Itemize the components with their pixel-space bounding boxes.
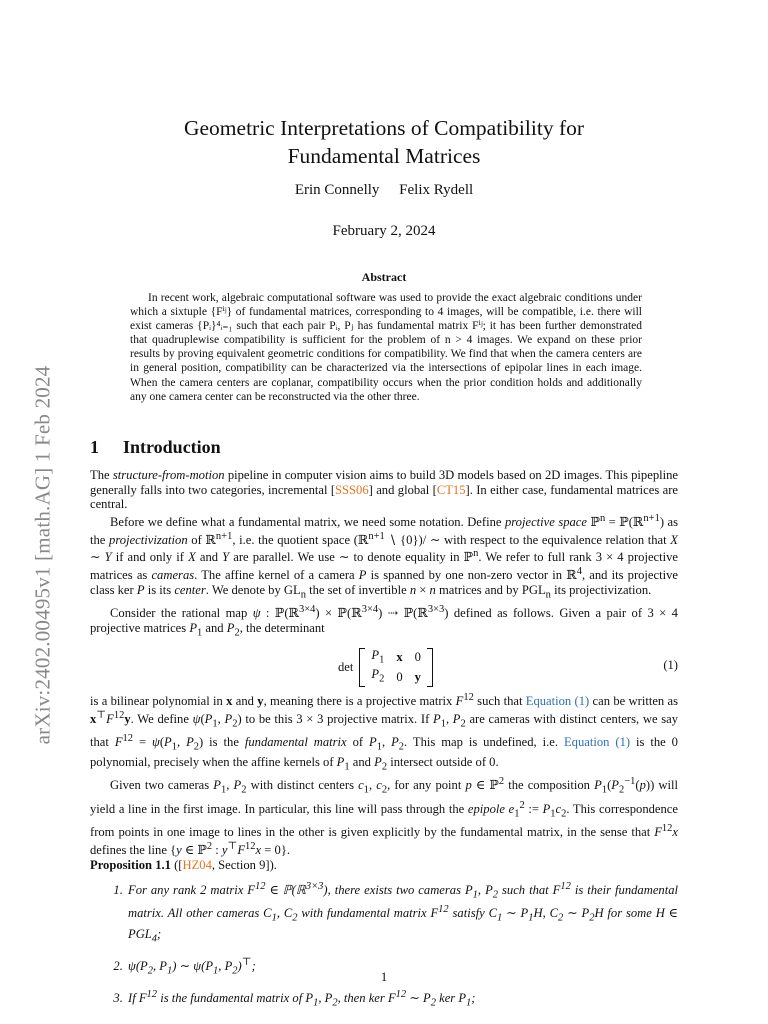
- arxiv-identifier: [18, 365, 68, 745]
- equation-link[interactable]: Equation (1): [525, 694, 590, 709]
- list-item: 1. For any rank 2 matrix $F^{12}$ ∈ ℙ(ℝ$^{3\times 3}$), there exists two cameras $P_1$, $P_2$ such that $F^{12}$ is their fundamental matrix. All other cameras $C_1$, $C_2$ with fundamental matrix $F^{12}$ satisfy $C_1$ ∼ $P_1H$, $C_2$ ∼ $P_2H$ for some H ∈ $PGL_4$;: [126, 880, 678, 947]
- proposition-label: Proposition 1.1: [90, 857, 171, 872]
- arxiv-identifier-text: arXiv:2402.00495v1 [math.AG] 1 Feb 2024: [30, 365, 55, 745]
- author-list: [90, 182, 678, 199]
- paragraph: Given two cameras $P_1$, $P_2$ with distinct centers $c_1$, $c_2$, for any point p ∈ ℙ$^2$ the composition $P_1(P_2^{-1}(p))$ will yield a line in the first image. In particular, this line will pass through the epipole $e_1^2$ := $P_1c_2$. This correspondence from points in one image to lines in the other is given explicitly by the fundamental matrix, in the sense that $F^{12}x$ defines the line {y ∈ ℙ$^2$ : $y^⊤F^{12}x = 0$}.: [90, 776, 678, 857]
- abstract-heading: Abstract: [361, 270, 407, 284]
- paper-date: February 2, 2024: [332, 223, 436, 239]
- page-number: 1: [380, 970, 388, 984]
- list-item: 2. $\psi(P_2$, $P_1$) ∼ $\psi(P_1$, $P_2)^⊤$;: [126, 956, 678, 979]
- block-matrix: $P_1$ x 0 $P_2$ 0 y: [359, 648, 433, 687]
- equation-number: (1): [663, 657, 678, 672]
- proposition-heading: Proposition 1.1 ([HZ04, Section 9]).: [90, 857, 277, 872]
- abstract: [130, 291, 642, 404]
- citation-link[interactable]: CT15: [436, 482, 466, 497]
- proposition-cite-rest: , Section 9]).: [211, 857, 277, 872]
- author-name: Erin Connelly: [294, 182, 380, 198]
- determinant-expression: det $P_1$ x 0 $P_2$ 0 y: [338, 648, 433, 687]
- paragraph: is a bilinear polynomial in x and y, meaning there is a projective matrix $F^{12}$ such that Equation (1) can be written as $x^⊤F^{12}y$. We define $\psi(P_1$, $P_2$) to be this 3 × 3 projective matrix. If $P_1$, $P_2$ are cameras with distinct centers, we say that $F^{12} = \psi(P_1$, $P_2$) is the fundamental matrix of $P_1$, $P_2$. This map is undefined, i.e. Equation (1) is the 0 polynomial, precisely when the affine kernels of $P_1$ and $P_2$ intersect outside of 0.: [90, 691, 679, 773]
- equation-link[interactable]: Equation (1): [563, 735, 631, 750]
- section-number: 1: [90, 437, 99, 457]
- citation-link[interactable]: SSS06: [335, 482, 369, 497]
- proposition-list: [90, 880, 678, 1011]
- paragraph: Before we define what a fundamental matrix, we need some notation. Define projective space ℙ$^n$ = ℙ(ℝ$^{n+1}$) as the projectivization of ℝ$^{n+1}$, i.e. the quotient space (ℝ$^{n+1}$ ∖ {0})/ ∼ with respect to the equivalence relation that X ∼ Y if and only if X and Y are parallel. We use ∼ to denote equality in ℙ$^n$. We refer to full rank 3 × 4 projective matrices as cameras. The affine kernel of a camera P is spanned by one non-zero vector in ℝ$^4$, and its projective class ker P is its center. We denote by $GL_n$ the set of invertible n × n matrices and by $PGL_n$ its projectivization.: [90, 512, 679, 601]
- paragraph: Consider the rational map ψ : ℙ(ℝ$^{3\times 4}$) × ℙ(ℝ$^{3\times 4}$) ⇢ ℙ(ℝ$^{3\times 3}$) defined as follows. Given a pair of 3 × 4 projective matrices $P_1$ and $P_2$, the determinant: [90, 604, 678, 639]
- title-line-2: Fundamental Matrices: [287, 144, 481, 168]
- citation-link[interactable]: HZ04: [182, 857, 212, 872]
- section-heading: [90, 437, 221, 458]
- paragraph: The structure-from-motion pipeline in computer vision aims to build 3D models based on 2D images. This pipepline generally falls into two categories, incremental [SSS06] and global [CT15]. In either case, fundamental matrices are central.: [90, 468, 679, 512]
- author-name: Felix Rydell: [399, 182, 474, 198]
- section-title: Introduction: [123, 437, 221, 457]
- section-body: [90, 468, 678, 1020]
- paper-title: [90, 114, 678, 170]
- equation-1: [90, 644, 678, 688]
- list-item: 3. If $F^{12}$ is the fundamental matrix of $P_1$, $P_2$, then ker $F^{12}$ ∼ $P_2$ ker $P_1$;: [126, 988, 678, 1011]
- abstract-text: In recent work, algebraic computational software was used to provide the exact algebraic conditions under which a sixtuple {Fⁱʲ} of fundamental matrices, corresponding to 4 images, will be compatible, i.e. there will exist cameras {Pᵢ}⁴ᵢ₌₁ such that each pair Pᵢ, Pⱼ has fundamental matrix Fⁱʲ; it has been further demonstrated that quadruplewise compatibility is sufficient for the problem of n > 4 images. We expand on these prior results by proving equivalent geometric conditions for compatibility. We find that when the camera centers are in general position, compatibility can be characterized via the intersections of epipolar lines in each image. When the camera centers are coplanar, compatibility occurs when the prior condition holds and additionally any one camera center can be reconstructed via the other three.: [130, 292, 642, 403]
- title-line-1: Geometric Interpretations of Compatibility for: [183, 116, 585, 140]
